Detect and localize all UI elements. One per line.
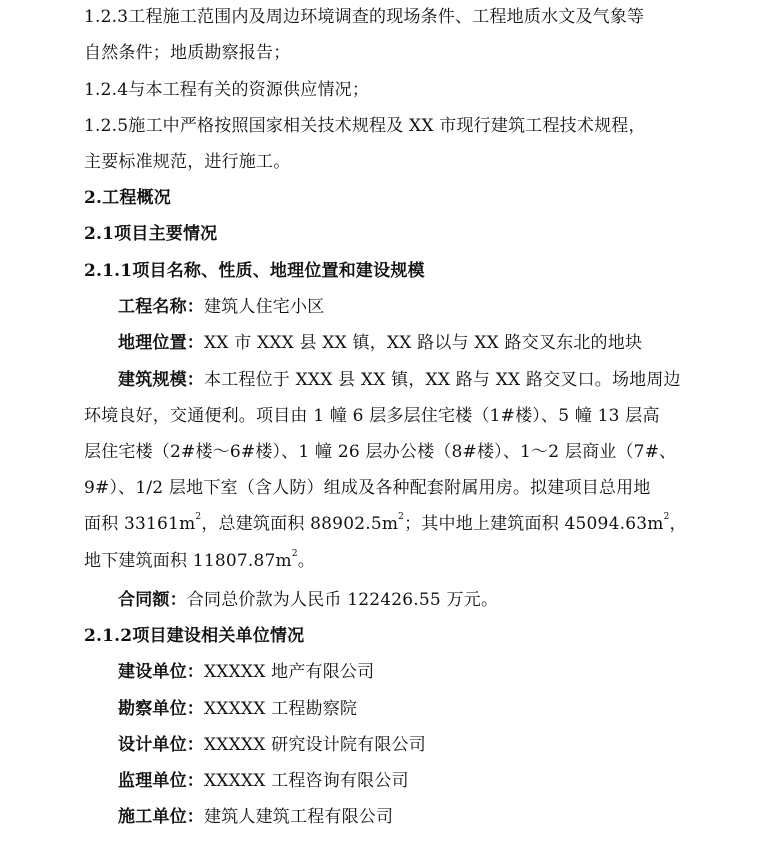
field-label: 勘察单位： [118, 699, 204, 719]
clause-1-2-3-line-1 [84, 4, 644, 30]
field-label: 合同额： [118, 590, 187, 610]
superscript: 2 [663, 512, 670, 523]
text: 环境良好，交通便利。项目由 1 幢 6 层多层住宅楼（1#楼）、5 幢 13 层高 [84, 406, 660, 426]
unit-row-construction [118, 659, 374, 685]
superscript: 2 [291, 549, 298, 560]
heading-2-1-1 [84, 258, 425, 284]
field-value: XXXXX 工程勘察院 [204, 699, 358, 719]
clause-1-2-5-line-2 [84, 149, 290, 175]
text: 地下建筑面积 11807.87m [84, 551, 292, 571]
clause-1-2-5-line-1 [84, 113, 646, 139]
scale-paragraph-line-3 [84, 475, 651, 501]
field-label: 地理位置： [118, 333, 204, 353]
scale-row [118, 367, 681, 393]
superscript: 2 [398, 512, 405, 523]
text: ，总建筑面积 88902.5m [201, 514, 399, 534]
text: 9#）、1/2 层地下室（含人防）组成及各种配套附属用房。拟建项目总用地 [84, 478, 651, 498]
unit-row-design [118, 732, 426, 758]
text: 1.2.4与本工程有关的资源供应情况； [84, 80, 370, 100]
field-label: 建筑规模： [118, 370, 204, 390]
scale-paragraph-line-5 [84, 548, 315, 574]
heading-text: 2.1.2项目建设相关单位情况 [84, 626, 305, 646]
clause-1-2-3-line-2 [84, 40, 290, 66]
scale-paragraph-line-1 [84, 403, 660, 429]
text: 自然条件；地质勘察报告； [84, 43, 291, 63]
scale-paragraph-line-4 [84, 511, 687, 537]
heading-text: 2.1.1项目名称、性质、地理位置和建设规模 [84, 261, 425, 281]
text: 面积 33161m [84, 514, 196, 534]
field-value: XX 市 XXX 县 XX 镇，XX 路以与 XX 路交叉东北的地块 [204, 333, 643, 353]
field-value: 合同总价款为人民币 122426.55 万元。 [186, 590, 499, 610]
unit-row-supervision [118, 768, 409, 794]
text: 主要标准规范，进行施工。 [84, 152, 291, 172]
heading-2 [84, 185, 171, 211]
text: ， [669, 514, 687, 534]
clause-1-2-4 [84, 77, 369, 103]
field-value: 建筑人建筑工程有限公司 [204, 807, 394, 827]
contract-row [118, 587, 498, 613]
field-value: XXXXX 工程咨询有限公司 [204, 771, 409, 791]
field-value: XXXXX 地产有限公司 [204, 662, 375, 682]
project-name-row [118, 294, 324, 320]
field-label: 建设单位： [118, 662, 204, 682]
unit-row-survey [118, 696, 357, 722]
heading-2-1 [84, 221, 217, 247]
field-label: 工程名称： [118, 297, 204, 317]
field-value: 建筑人住宅小区 [204, 297, 325, 317]
heading-2-1-2 [84, 623, 304, 649]
text: ；其中地上建筑面积 45094.63m [404, 514, 664, 534]
text: 。 [297, 551, 315, 571]
text: 1.2.5施工中严格按照国家相关技术规程及 XX 市现行建筑工程技术规程， [84, 116, 646, 136]
text: 层住宅楼（2#楼～6#楼）、1 幢 26 层办公楼（8#楼）、1～2 层商业（7#、 [84, 442, 677, 462]
field-value: 本工程位于 XXX 县 XX 镇，XX 路与 XX 路交叉口。场地周边 [204, 370, 681, 390]
text: 1.2.3工程施工范围内及周边环境调查的现场条件、工程地质水文及气象等 [84, 7, 645, 27]
field-label: 设计单位： [118, 735, 204, 755]
field-value: XXXXX 研究设计院有限公司 [204, 735, 426, 755]
heading-text: 2.1项目主要情况 [84, 224, 218, 244]
field-label: 施工单位： [118, 807, 204, 827]
heading-text: 2.工程概况 [84, 188, 171, 208]
superscript: 2 [195, 512, 202, 523]
location-row [118, 330, 642, 356]
scale-paragraph-line-2 [84, 439, 676, 465]
field-label: 监理单位： [118, 771, 204, 791]
unit-row-contractor [118, 804, 393, 830]
